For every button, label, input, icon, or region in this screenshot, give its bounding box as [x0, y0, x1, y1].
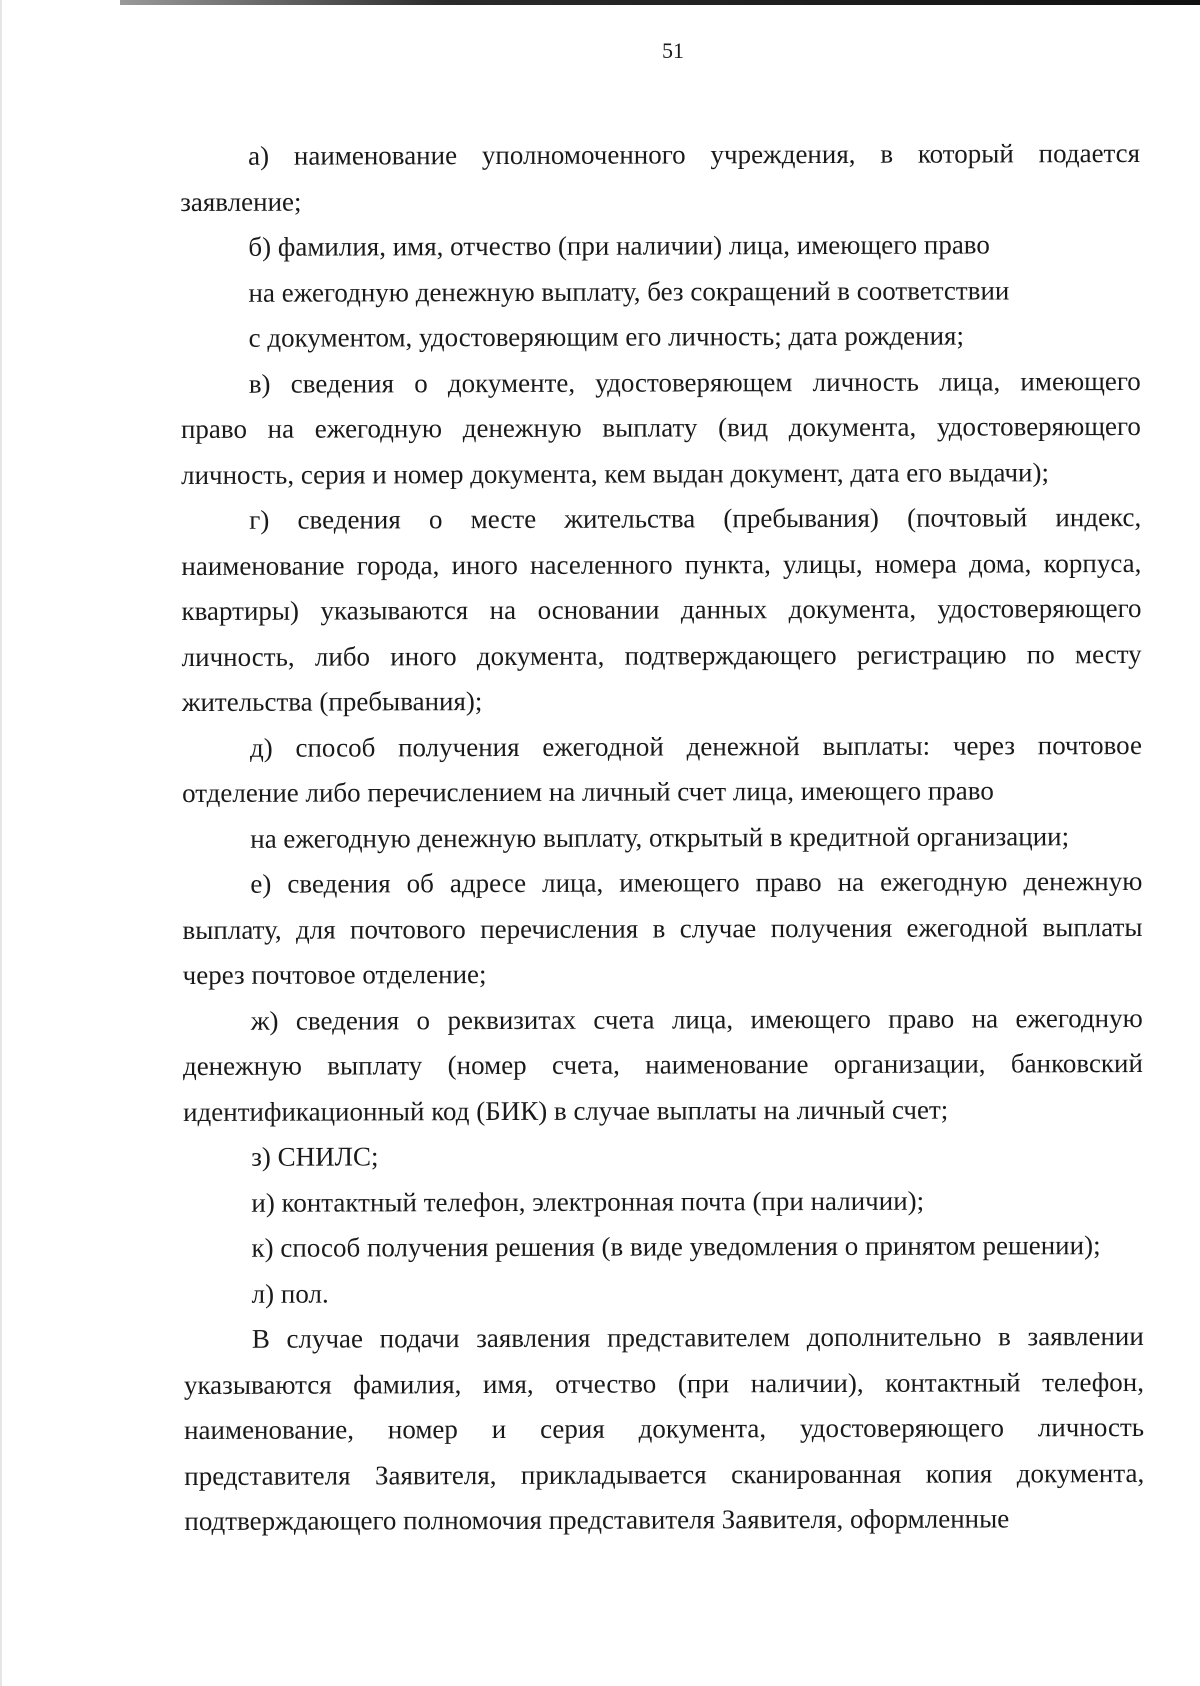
text-line: представителя Заявителя, прикладывается сканированная копия документа,	[184, 1457, 1145, 1491]
text-line: е) сведения об адресе лица, имеющего право на ежегодную денежную	[250, 865, 1143, 899]
text-line: денежную выплату (номер счета, наименование организации, банковский	[182, 1047, 1143, 1081]
text-line: через почтовое отделение;	[182, 959, 487, 990]
scan-edge-left	[0, 0, 2, 1686]
text-line: и) контактный телефон, электронная почта (при наличии);	[251, 1185, 925, 1218]
text-line: отделение либо перечислением на личный счет лица, имеющего право	[182, 775, 994, 808]
text-line: В случае подачи заявления представителем дополнительно в заявлении	[251, 1320, 1144, 1354]
body-text	[180, 131, 1144, 1545]
text-line: личность, серия и номер документа, кем выдан документ, дата его выдачи);	[181, 456, 1050, 490]
text-line: на ежегодную денежную выплату, открытый в кредитной организации;	[250, 820, 1070, 854]
text-line: с документом, удостоверяющим его личность; дата рождения;	[248, 320, 964, 353]
text-line: на ежегодную денежную выплату, без сокращений в соответствии	[248, 274, 1010, 308]
text-line: б) фамилия, имя, отчество (при наличии) лица, имеющего право	[248, 229, 990, 262]
text-line: квартиры) указываются на основании данных документа, удостоверяющего	[181, 592, 1142, 626]
text-line: наименование, номер и серия документа, удостоверяющего личность	[184, 1411, 1145, 1445]
text-line: указываются фамилия, имя, отчество (при наличии), контактный телефон,	[183, 1366, 1144, 1400]
scan-edge-top	[120, 0, 1200, 5]
text-line: подтверждающего полномочия представителя Заявителя, оформленные	[184, 1503, 1010, 1536]
text-line: выплату, для почтового перечисления в случае получения ежегодной выплаты	[182, 911, 1143, 945]
text-line: к) способ получения решения (в виде уведомления о принятом решении);	[251, 1230, 1101, 1263]
text-line: право на ежегодную денежную выплату (вид документа, удостоверяющего	[180, 410, 1141, 444]
text-line: в) сведения о документе, удостоверяющем личность лица, имеющего	[248, 365, 1141, 399]
text-line: идентификационный код (БИК) в случае выплаты на личный счет;	[183, 1094, 949, 1127]
text-line: л) пол.	[251, 1278, 329, 1309]
text-line: а) наименование уполномоченного учреждения, в который подается	[248, 137, 1141, 171]
text-line: наименование города, иного населенного пункта, улицы, номера дома, корпуса,	[181, 547, 1142, 581]
text-line: жительства (пребывания);	[181, 686, 483, 717]
text-line: заявление;	[180, 186, 302, 217]
text-line: г) сведения о месте жительства (пребывания) (почтовый индекс,	[249, 501, 1142, 535]
text-line: д) способ получения ежегодной денежной выплаты: через почтовое	[249, 729, 1142, 763]
text-line: личность, либо иного документа, подтверждающего регистрацию по месту	[181, 638, 1142, 672]
page-number: 51	[662, 38, 684, 63]
text-line: ж) сведения о реквизитах счета лица, имеющего право на ежегодную	[250, 1002, 1143, 1036]
text-line: з) СНИЛС;	[251, 1141, 379, 1172]
